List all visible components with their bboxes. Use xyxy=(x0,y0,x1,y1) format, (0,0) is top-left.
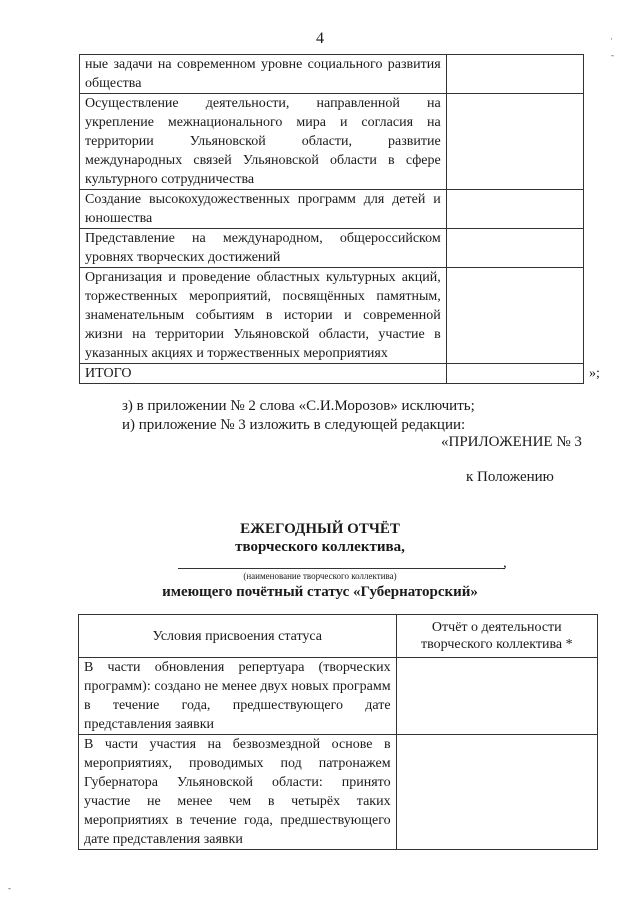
report-subtitle: творческого коллектива, xyxy=(235,539,405,555)
criterion-cell: ные задачи на современном уровне социального развития общества xyxy=(80,55,447,94)
total-label: ИТОГО xyxy=(80,364,447,384)
margin-mark: - xyxy=(8,883,11,893)
criterion-cell: Организация и проведение областных культурных акций, торжественных мероприятий, посвящённых памятным, знаменательным событиям в истории и современной жизни на территории Ульяновской области, участие в указанных акциях и торжественных мероприятиях xyxy=(80,268,447,364)
total-value xyxy=(446,364,583,384)
table-row xyxy=(80,268,584,364)
value-cell xyxy=(446,94,583,190)
condition-cell: В части участия на безвозмездной основе в мероприятиях, проводимых под патронажем Губернатора Ульяновской области: принято участие не менее чем в четырёх таких мероприятиях в течение года, предшествующего дате представления заявки xyxy=(79,735,397,850)
item-z: з) в приложении № 2 слова «С.И.Морозов» исключить; xyxy=(122,398,475,414)
table-row xyxy=(80,55,584,94)
table-row xyxy=(80,190,584,229)
item-i: и) приложение № 3 изложить в следующей редакции: xyxy=(122,417,466,433)
field-caption: (наименование творческого коллектива) xyxy=(243,571,397,581)
status-line: имеющего почётный статус «Губернаторский» xyxy=(162,584,478,600)
appendix-heading: «ПРИЛОЖЕНИЕ № 3 xyxy=(441,434,582,450)
header-conditions: Условия присвоения статуса xyxy=(79,615,397,658)
margin-mark: · xyxy=(610,34,613,44)
table-row xyxy=(79,658,598,735)
report-table xyxy=(78,614,598,850)
table-row xyxy=(80,229,584,268)
condition-cell: В части обновления репертуара (творческих программ): создано не менее двух новых программ в течение года, предшествующего дате представления заявки xyxy=(79,658,397,735)
report-cell xyxy=(396,658,597,735)
value-cell xyxy=(446,268,583,364)
report-cell xyxy=(396,735,597,850)
closing-quote: »; xyxy=(589,366,600,381)
value-cell xyxy=(446,229,583,268)
table-row xyxy=(80,94,584,190)
header-row xyxy=(79,615,598,658)
collective-name-line xyxy=(178,568,505,569)
criteria-table xyxy=(79,54,584,384)
value-cell xyxy=(446,55,583,94)
criterion-cell: Представление на международном, общероссийском уровнях творческих достижений xyxy=(80,229,447,268)
margin-mark: - xyxy=(611,50,614,60)
report-title: ЕЖЕГОДНЫЙ ОТЧЁТ xyxy=(240,521,400,537)
line-comma: , xyxy=(503,555,507,571)
to-regulation: к Положению xyxy=(466,469,554,485)
value-cell xyxy=(446,190,583,229)
table-row xyxy=(79,735,598,850)
total-row xyxy=(80,364,584,384)
header-report: Отчёт о деятельности творческого коллектива * xyxy=(396,615,597,658)
criterion-cell: Создание высокохудожественных программ для детей и юношества xyxy=(80,190,447,229)
page-number: 4 xyxy=(316,30,324,47)
criterion-cell: Осуществление деятельности, направленной на укрепление межнационального мира и согласия на территории Ульяновской области, развитие международных связей Ульяновской области в сфере культурного сотрудничества xyxy=(80,94,447,190)
